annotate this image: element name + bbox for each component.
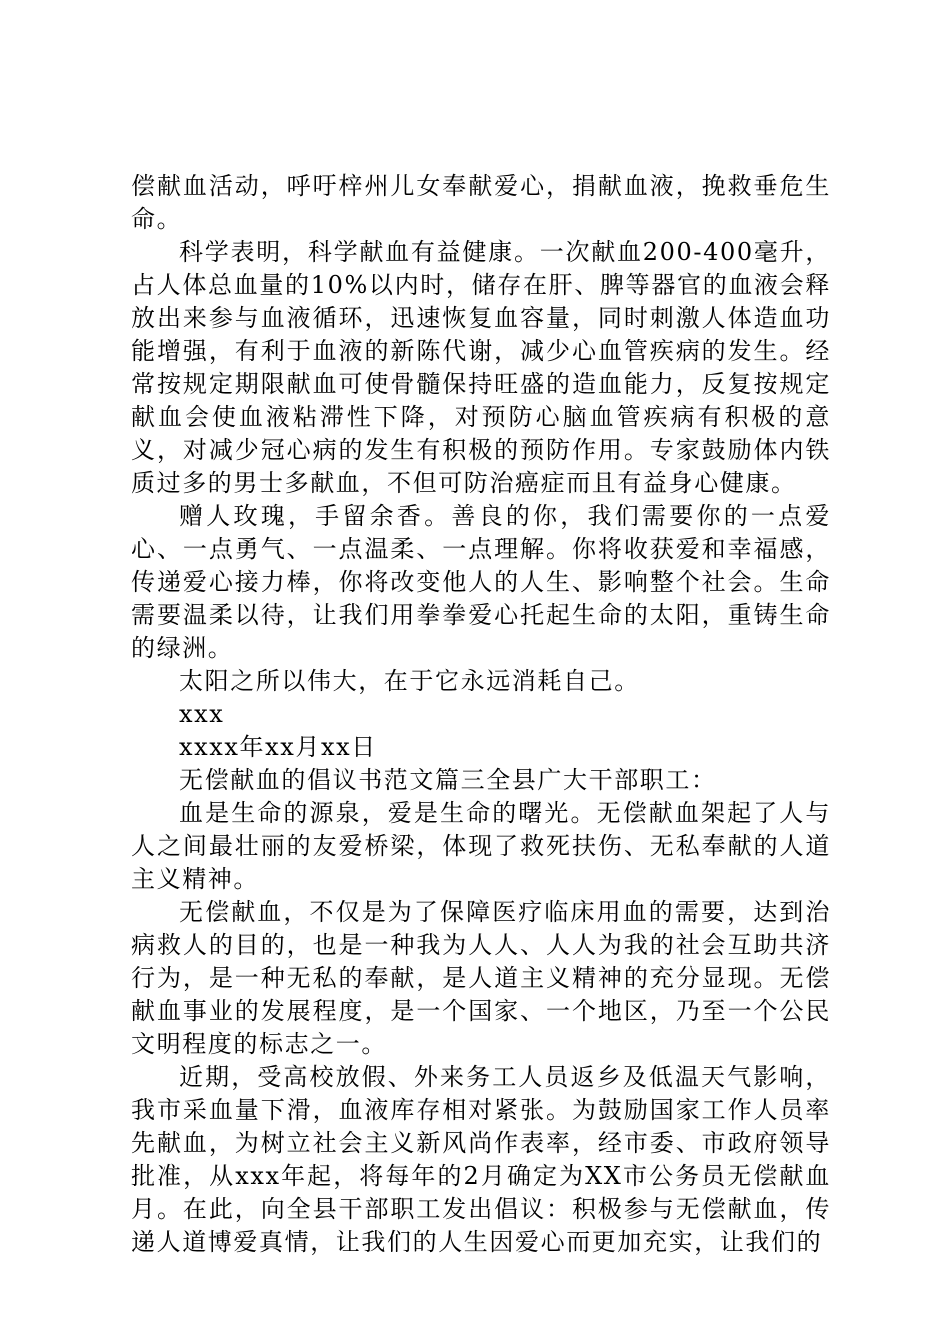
signature-date: xxxx年xx月xx日 — [179, 733, 377, 761]
document-body — [131, 170, 831, 1259]
paragraph-donation-purpose: 无偿献血，不仅是为了保障医疗临床用血的需要，达到治病救人的目的，也是一种我为人人、人人为我的社会互助共济行为，是一种无私的奉献，是人道主义精神的充分显现。无偿献血事业的发展程度，是一个国家、一个地区，乃至一个公民文明程度的标志之一。 — [131, 898, 831, 1058]
paragraph-blood-source: 血是生命的源泉，爱是生命的曙光。无偿献血架起了人与人之间最壮丽的友爱桥梁，体现了救死扶伤、无私奉献的人道主义精神。 — [131, 799, 831, 893]
paragraph-sun-quote: 太阳之所以伟大，在于它永远消耗自己。 — [179, 667, 640, 695]
paragraph-roses: 赠人玫瑰，手留余香。善良的你，我们需要你的一点爱心、一点勇气、一点温柔、一点理解。你将收获爱和幸福感，传递爱心接力棒，你将改变他人的人生、影响整个社会。生命需要温柔以待，让我们用拳拳爱心托起生命的太阳，重铸生命的绿洲。 — [131, 502, 831, 662]
section-heading-salutation: 无偿献血的倡议书范文篇三全县广大干部职工： — [179, 766, 717, 794]
paragraph-continuation: 偿献血活动，呼吁梓州儿女奉献爱心，捐献血液，挽救垂危生命。 — [131, 172, 831, 233]
paragraph-recent-shortage: 近期，受高校放假、外来务工人员返乡及低温天气影响，我市采血量下滑，血液库存相对紧张。为鼓励国家工作人员率先献血，为树立社会主义新风尚作表率，经市委、市政府领导批准，从xxx年起，将每年的2月确定为XX市公务员无偿献血月。在此，向全县干部职工发出倡议：积极参与无偿献血，传递人道博爱真情，让我们的人生因爱心而更加充实，让我们的 — [131, 1063, 831, 1256]
paragraph-science-benefits: 科学表明，科学献血有益健康。一次献血200-400毫升，占人体总血量的10%以内时，储存在肝、脾等器官的血液会释放出来参与血液循环，迅速恢复血容量，同时刺激人体造血功能增强，有利于血液的新陈代谢，减少心血管疾病的发生。经常按规定期限献血可使骨髓保持旺盛的造血能力，反复按规定献血会使血液粘滞性下降，对预防心脑血管疾病有积极的意义，对减少冠心病的发生有积极的预防作用。专家鼓励体内铁质过多的男士多献血，不但可防治癌症而且有益身心健康。 — [131, 238, 831, 497]
signature-name: xxx — [179, 700, 225, 728]
